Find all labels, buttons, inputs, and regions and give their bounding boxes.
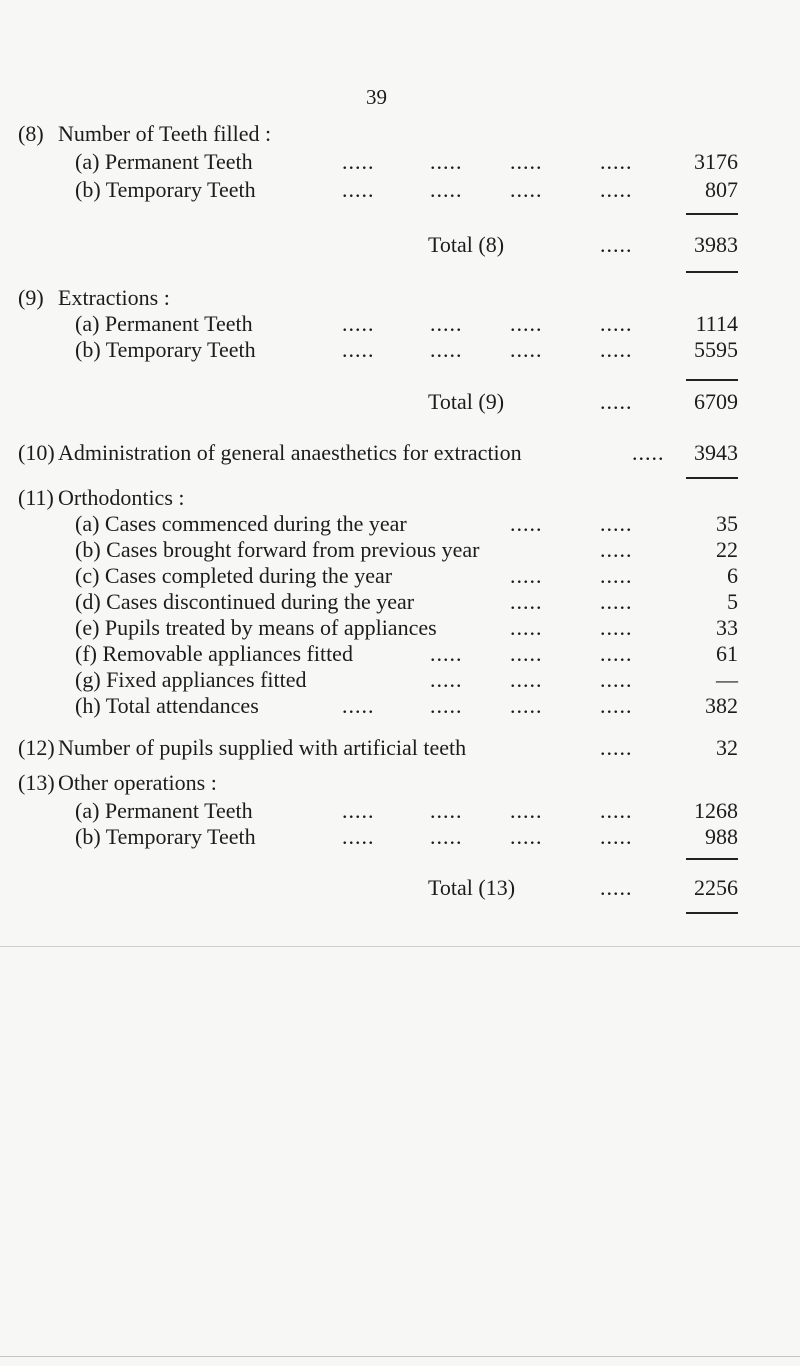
leader-dots: .....: [600, 641, 633, 666]
section-12-number: (12): [18, 735, 55, 760]
section-13-a-value: 1268: [694, 798, 738, 823]
leader-dots: .....: [342, 798, 375, 823]
section-11-h-label: (h) Total attendances: [75, 693, 259, 718]
leader-dots: .....: [600, 563, 633, 588]
leader-dots: .....: [430, 824, 463, 849]
rule: [686, 379, 738, 381]
section-13-total-value: 2256: [694, 875, 738, 900]
section-11-heading: Orthodontics :: [58, 485, 185, 510]
leader-dots: .....: [510, 589, 543, 614]
section-9-total-label: Total (9): [428, 389, 505, 414]
leader-dots: .....: [600, 149, 633, 174]
section-8-number: (8): [18, 121, 44, 146]
section-9-b-value: 5595: [694, 337, 738, 362]
leader-dots: .....: [342, 177, 375, 202]
section-8-total-value: 3983: [694, 232, 738, 257]
leader-dots: .....: [600, 589, 633, 614]
section-12-value: 32: [716, 735, 738, 760]
leader-dots: .....: [510, 337, 543, 362]
leader-dots: .....: [342, 693, 375, 718]
leader-dots: .....: [342, 149, 375, 174]
section-13-heading: Other operations :: [58, 770, 217, 795]
section-11-f-value: 61: [716, 641, 738, 666]
leader-dots: .....: [600, 824, 633, 849]
rule: [686, 271, 738, 273]
leader-dots: .....: [600, 537, 633, 562]
leader-dots: .....: [600, 693, 633, 718]
section-13-b-value: 988: [705, 824, 738, 849]
leader-dots: .....: [510, 615, 543, 640]
section-8-a-label: (a) Permanent Teeth: [75, 149, 253, 174]
leader-dots: .....: [430, 337, 463, 362]
scan-artifact: [0, 946, 800, 947]
section-11-b-value: 22: [716, 537, 738, 562]
leader-dots: .....: [600, 735, 633, 760]
section-11-g-value: —: [716, 667, 738, 692]
leader-dots: .....: [510, 511, 543, 536]
section-11-e-value: 33: [716, 615, 738, 640]
section-11-e-label: (e) Pupils treated by means of appliances: [75, 615, 437, 640]
section-8-a-value: 3176: [694, 149, 738, 174]
leader-dots: .....: [510, 563, 543, 588]
section-8-b-label: (b) Temporary Teeth: [75, 177, 256, 202]
leader-dots: .....: [510, 667, 543, 692]
leader-dots: .....: [510, 824, 543, 849]
leader-dots: .....: [600, 337, 633, 362]
leader-dots: .....: [600, 875, 633, 900]
leader-dots: .....: [510, 693, 543, 718]
leader-dots: .....: [430, 693, 463, 718]
leader-dots: .....: [600, 615, 633, 640]
leader-dots: .....: [510, 311, 543, 336]
leader-dots: .....: [342, 824, 375, 849]
leader-dots: .....: [600, 389, 633, 414]
section-13-b-label: (b) Temporary Teeth: [75, 824, 256, 849]
leader-dots: .....: [510, 177, 543, 202]
leader-dots: .....: [600, 511, 633, 536]
section-11-a-label: (a) Cases commenced during the year: [75, 511, 407, 536]
section-11-b-label: (b) Cases brought forward from previous year: [75, 537, 480, 562]
section-10-value: 3943: [694, 440, 738, 465]
section-13-a-label: (a) Permanent Teeth: [75, 798, 253, 823]
section-13-number: (13): [18, 770, 55, 795]
rule: [686, 477, 738, 479]
leader-dots: .....: [600, 232, 633, 257]
rule: [686, 912, 738, 914]
section-8-total-label: Total (8): [428, 232, 505, 257]
leader-dots: .....: [632, 440, 665, 465]
section-11-number: (11): [18, 485, 54, 510]
section-11-c-value: 6: [727, 563, 738, 588]
section-11-a-value: 35: [716, 511, 738, 536]
section-11-g-label: (g) Fixed appliances fitted: [75, 667, 307, 692]
section-11-h-value: 382: [705, 693, 738, 718]
section-9-total-value: 6709: [694, 389, 738, 414]
section-11-c-label: (c) Cases completed during the year: [75, 563, 393, 588]
leader-dots: .....: [600, 798, 633, 823]
section-10-label: Administration of general anaesthetics for extraction: [58, 440, 522, 465]
leader-dots: .....: [600, 667, 633, 692]
section-8-b-value: 807: [705, 177, 738, 202]
leader-dots: .....: [600, 311, 633, 336]
leader-dots: .....: [430, 641, 463, 666]
section-9-b-label: (b) Temporary Teeth: [75, 337, 256, 362]
leader-dots: .....: [342, 337, 375, 362]
leader-dots: .....: [430, 798, 463, 823]
section-8-heading: Number of Teeth filled :: [58, 121, 272, 146]
leader-dots: .....: [430, 667, 463, 692]
leader-dots: .....: [600, 177, 633, 202]
rule: [686, 213, 738, 215]
section-9-a-label: (a) Permanent Teeth: [75, 311, 253, 336]
section-9-heading: Extractions :: [58, 285, 170, 310]
leader-dots: .....: [510, 641, 543, 666]
rule: [686, 858, 738, 860]
leader-dots: .....: [430, 311, 463, 336]
section-12-label: Number of pupils supplied with artificial teeth: [58, 735, 467, 760]
leader-dots: .....: [430, 149, 463, 174]
leader-dots: .....: [430, 177, 463, 202]
section-11-d-value: 5: [727, 589, 738, 614]
section-11-f-label: (f) Removable appliances fitted: [75, 641, 353, 666]
section-11-d-label: (d) Cases discontinued during the year: [75, 589, 415, 614]
page-number: 39: [366, 85, 387, 109]
scan-artifact: [0, 1356, 800, 1357]
leader-dots: .....: [510, 149, 543, 174]
section-13-total-label: Total (13): [428, 875, 516, 900]
section-9-a-value: 1114: [695, 311, 738, 336]
leader-dots: .....: [342, 311, 375, 336]
section-9-number: (9): [18, 285, 44, 310]
section-10-number: (10): [18, 440, 55, 465]
leader-dots: .....: [510, 798, 543, 823]
